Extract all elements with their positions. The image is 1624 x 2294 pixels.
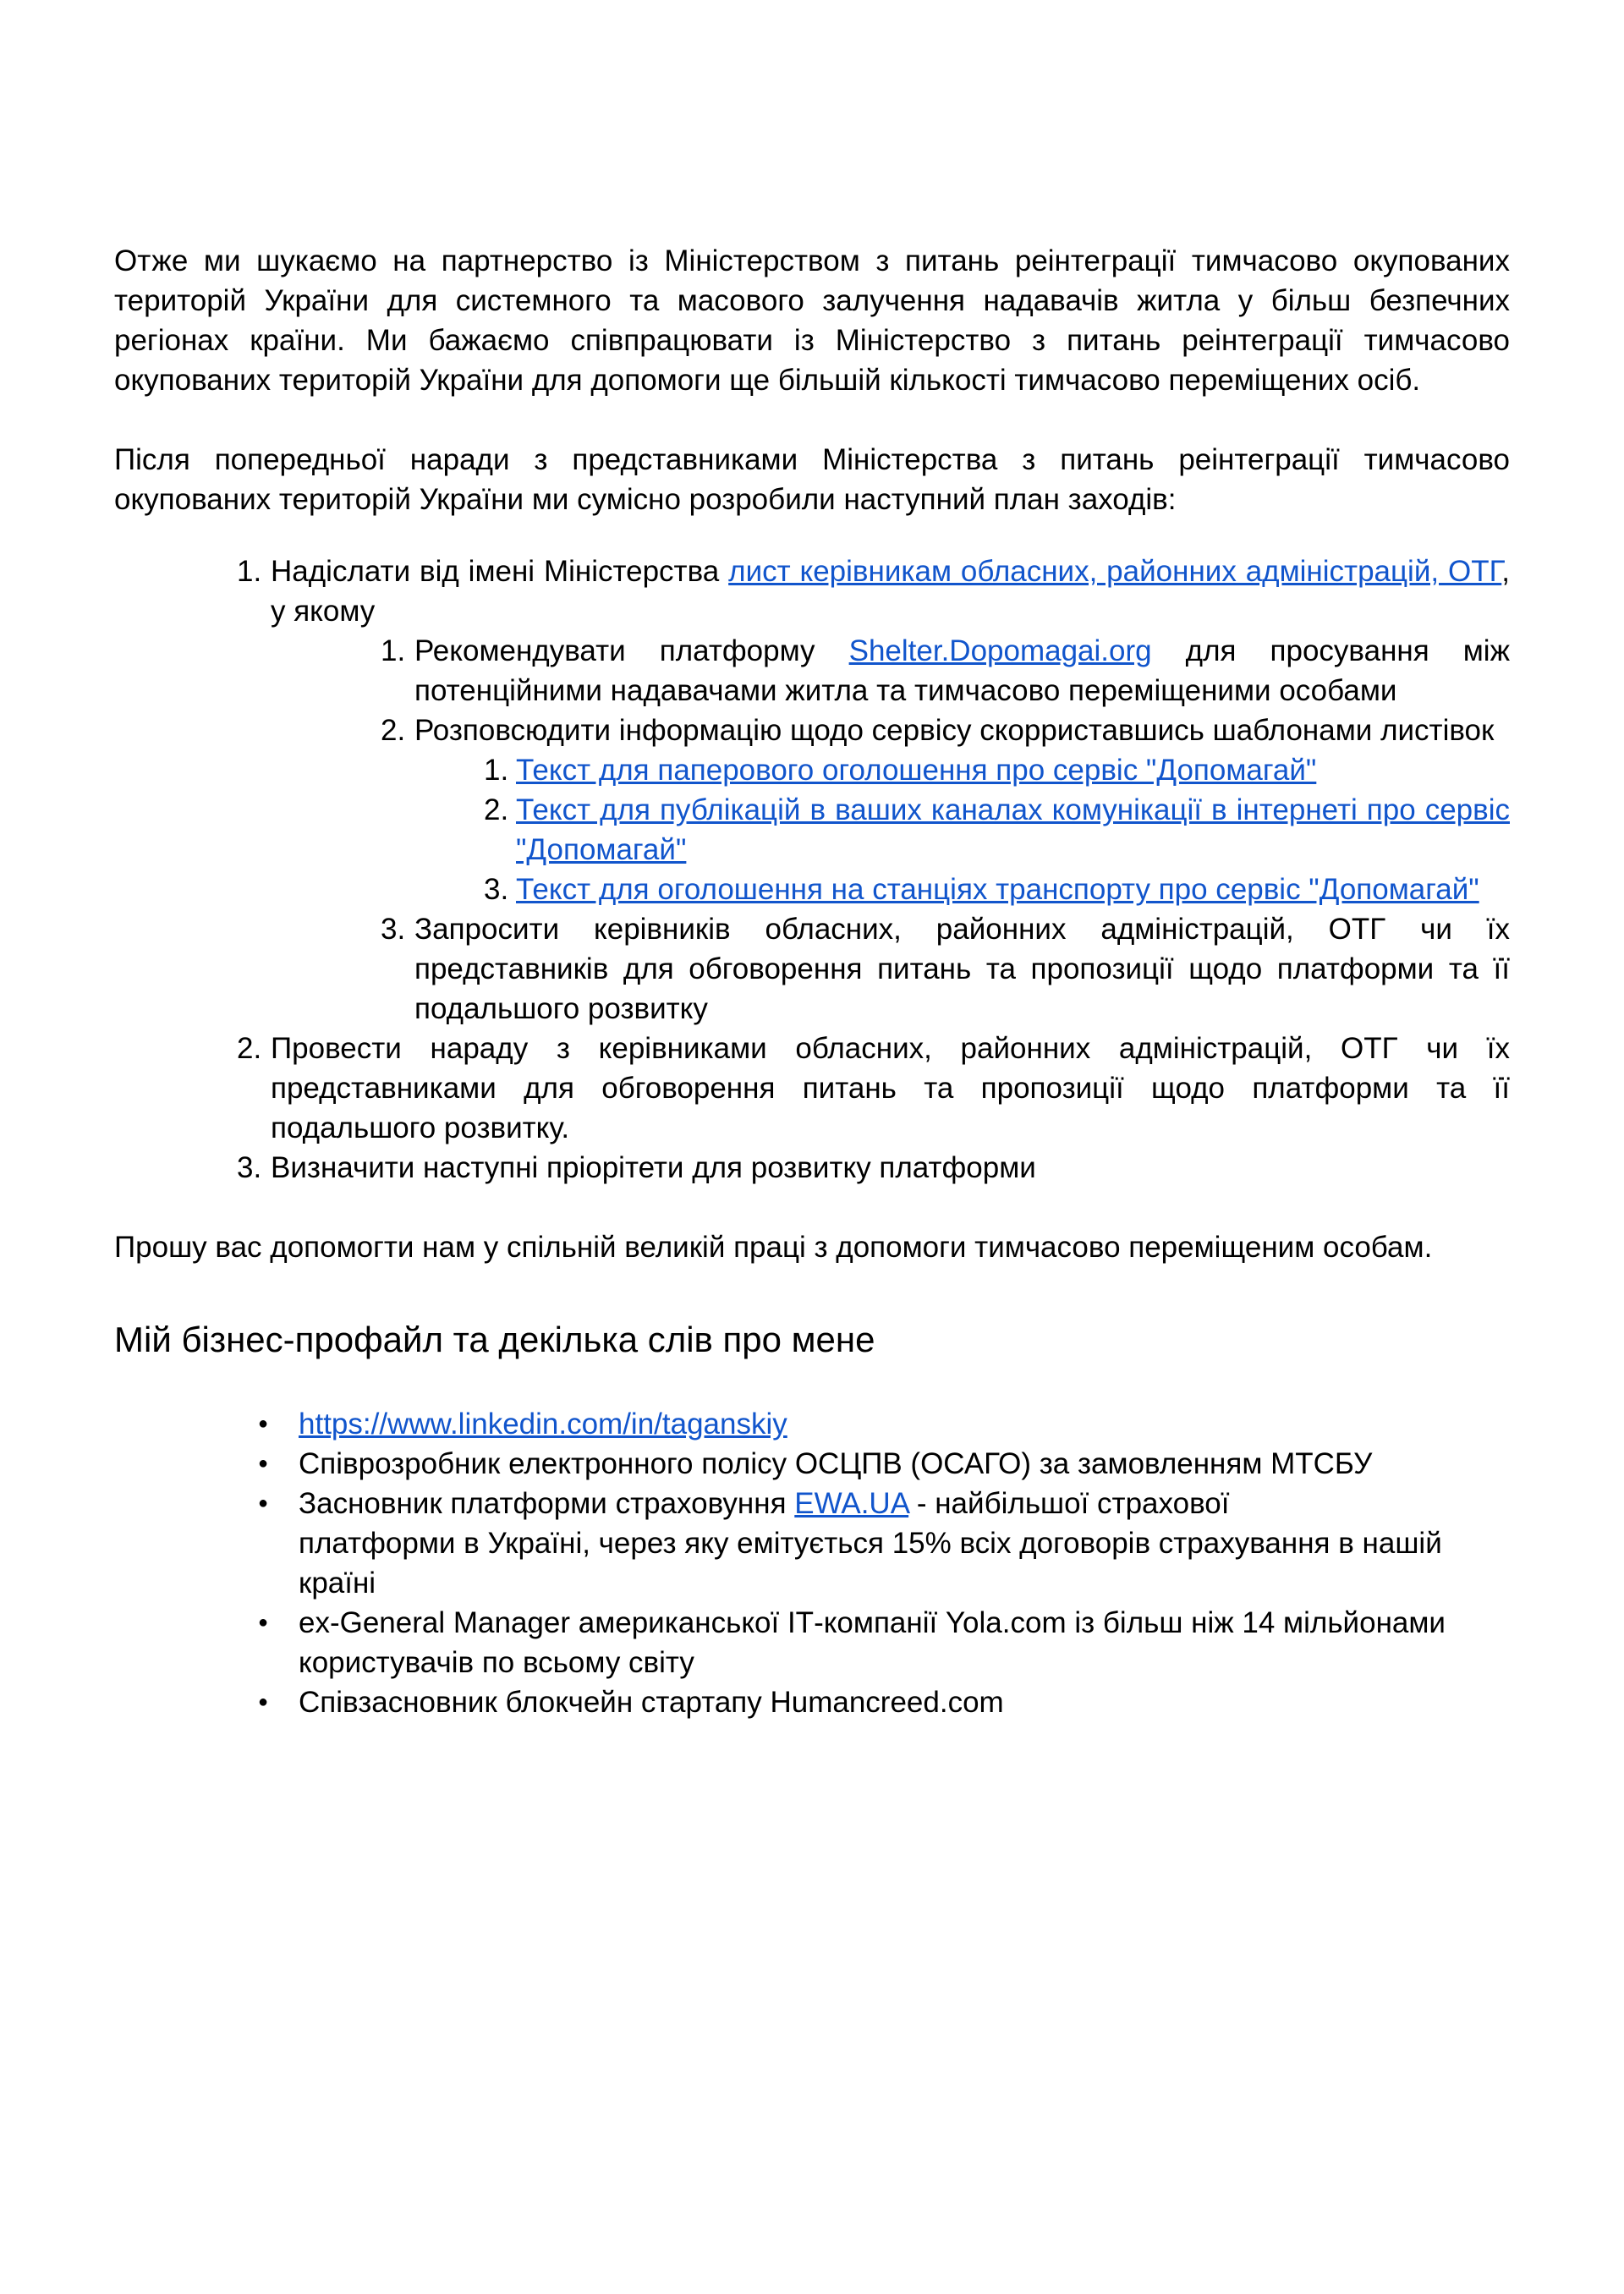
bullet-icon: ● — [258, 1454, 269, 1473]
plan-item-1-sub-2-sub-3 — [114, 870, 1510, 909]
profile-item-humancreed — [114, 1682, 1510, 1722]
list-marker: 1. — [484, 754, 509, 787]
text-run: Надіслати від імені Міністерства — [271, 555, 729, 588]
profile-item-humancreed-text: Співзасновник блокчейн стартапу Humancreed.com — [299, 1686, 1004, 1719]
plan-item-3 — [114, 1148, 1510, 1188]
plan-item-1-sub-2-sub-2-text — [516, 790, 1510, 870]
plan-item-1 — [114, 552, 1510, 631]
bullet-icon: ● — [258, 1494, 269, 1512]
plan-item-1-sub-2-sub-2 — [114, 790, 1510, 870]
plan-item-1-sub-2-text: Розповсюдити інформацію щодо сервісу скорриставшись шаблонами листівок — [414, 714, 1495, 747]
list-marker: 2. — [381, 714, 406, 747]
plan-item-1-sub-1-text — [414, 631, 1510, 711]
plan-item-1-sub-1 — [114, 631, 1510, 711]
section-heading: Мій бізнес-профайл та декілька слів про мене — [114, 1320, 875, 1359]
link-flyer-text-paper[interactable]: Текст для паперового оголошення про сервіс "Допомагай" — [516, 754, 1317, 787]
bullet-icon: ● — [258, 1414, 269, 1433]
list-marker: 3. — [237, 1151, 262, 1184]
profile-item-yola-text: ex-General Manager американської ІТ-компанії Yola.com із більш ніж 14 мільйонами користувачів по всьому світу — [299, 1606, 1446, 1679]
link-linkedin[interactable]: https://www.linkedin.com/in/taganskiy — [299, 1408, 787, 1441]
link-flyer-text-transport[interactable]: Текст для оголошення на станціях транспорту про сервіс "Допомагай" — [516, 873, 1479, 906]
profile-list — [114, 1404, 1510, 1722]
link-ewa[interactable]: EWA.UA — [794, 1487, 909, 1520]
list-marker: 1. — [237, 555, 262, 588]
list-marker: 2. — [484, 793, 509, 826]
plan-item-1-sub-3-text: Запросити керівників обласних, районних адміністрацій, ОТГ чи їх представників для обговорення питань та пропозиції щодо платформи та її подальшого розвитку — [414, 913, 1510, 1025]
text-run: для просування між потенційними надавачами житла та тимчасово переміщеними особами — [414, 634, 1510, 707]
text-run: - найбільшої страхової — [908, 1487, 1230, 1520]
profile-item-linkedin-text — [299, 1404, 1510, 1444]
list-marker: 3. — [484, 873, 509, 906]
plan-item-2-text: Провести нараду з керівниками обласних, районних адміністрацій, ОТГ чи їх представниками для обговорення питань та пропозиції щодо платформи та її подальшого розвитку. — [271, 1032, 1510, 1144]
plan-intro-paragraph: Після попередньої наради з представниками Міністерства з питань реінтеграції тимчасово окупованих територій України ми сумісно розробили наступний план заходів: — [114, 443, 1510, 516]
profile-item-osago-text: Співрозробник електронного полісу ОСЦПВ (ОСАГО) за замовленням МТСБУ — [299, 1447, 1373, 1480]
profile-item-ewa — [114, 1484, 1510, 1603]
plan-item-1-sub-2-sub-1 — [114, 750, 1510, 790]
plan-item-1-sub-2-sub-3-text — [516, 870, 1510, 909]
link-letter-to-leaders[interactable]: лист керівникам обласних, районних адміністрацій, ОТГ — [728, 555, 1502, 588]
text-run: , у якому — [271, 555, 1510, 628]
link-shelter-platform[interactable]: Shelter.Dopomagai.org — [848, 634, 1152, 667]
plan-item-3-text: Визначити наступні пріорітети для розвитку платформи — [271, 1151, 1036, 1184]
list-marker: 3. — [381, 913, 406, 946]
profile-item-osago — [114, 1444, 1510, 1484]
plan-item-1-text — [271, 552, 1510, 631]
closing-paragraph: Прошу вас допомогти нам у спільній великій праці з допомоги тимчасово переміщеним особам. — [114, 1231, 1433, 1264]
plan-item-1-sub-2-sub-1-text — [516, 750, 1510, 790]
list-marker: 2. — [237, 1032, 262, 1065]
link-flyer-text-internet[interactable]: Текст для публікацій в ваших каналах комунікації в інтернеті про сервіс "Допомагай" — [516, 793, 1510, 866]
text-run: платформи в Україні, через яку емітується 15% всіх договорів страхування в нашій країні — [299, 1527, 1442, 1600]
bullet-icon: ● — [258, 1693, 269, 1711]
profile-item-ewa-text — [299, 1484, 1510, 1603]
profile-item-yola — [114, 1603, 1510, 1682]
text-run: Засновник платформи страховуння — [299, 1487, 795, 1520]
plan-item-1-sub-2 — [114, 711, 1510, 750]
list-marker: 1. — [381, 634, 406, 667]
text-run: Рекомендувати платформу — [414, 634, 849, 667]
plan-list — [114, 552, 1510, 1188]
plan-item-1-sub-3 — [114, 909, 1510, 1029]
bullet-icon: ● — [258, 1613, 269, 1632]
plan-item-2 — [114, 1029, 1510, 1148]
intro-paragraph: Отже ми шукаємо на партнерство із Міністерством з питань реінтеграції тимчасово окупованих територій України для системного та масового залучення надавачів житла у більш безпечних регіонах країни. Ми бажаємо співпрацювати із Міністерство з питань реінтеграції тимчасово окупованих територій України для допомоги ще більшій кількості тимчасово переміщених осіб. — [114, 244, 1510, 397]
profile-item-linkedin — [114, 1404, 1510, 1444]
